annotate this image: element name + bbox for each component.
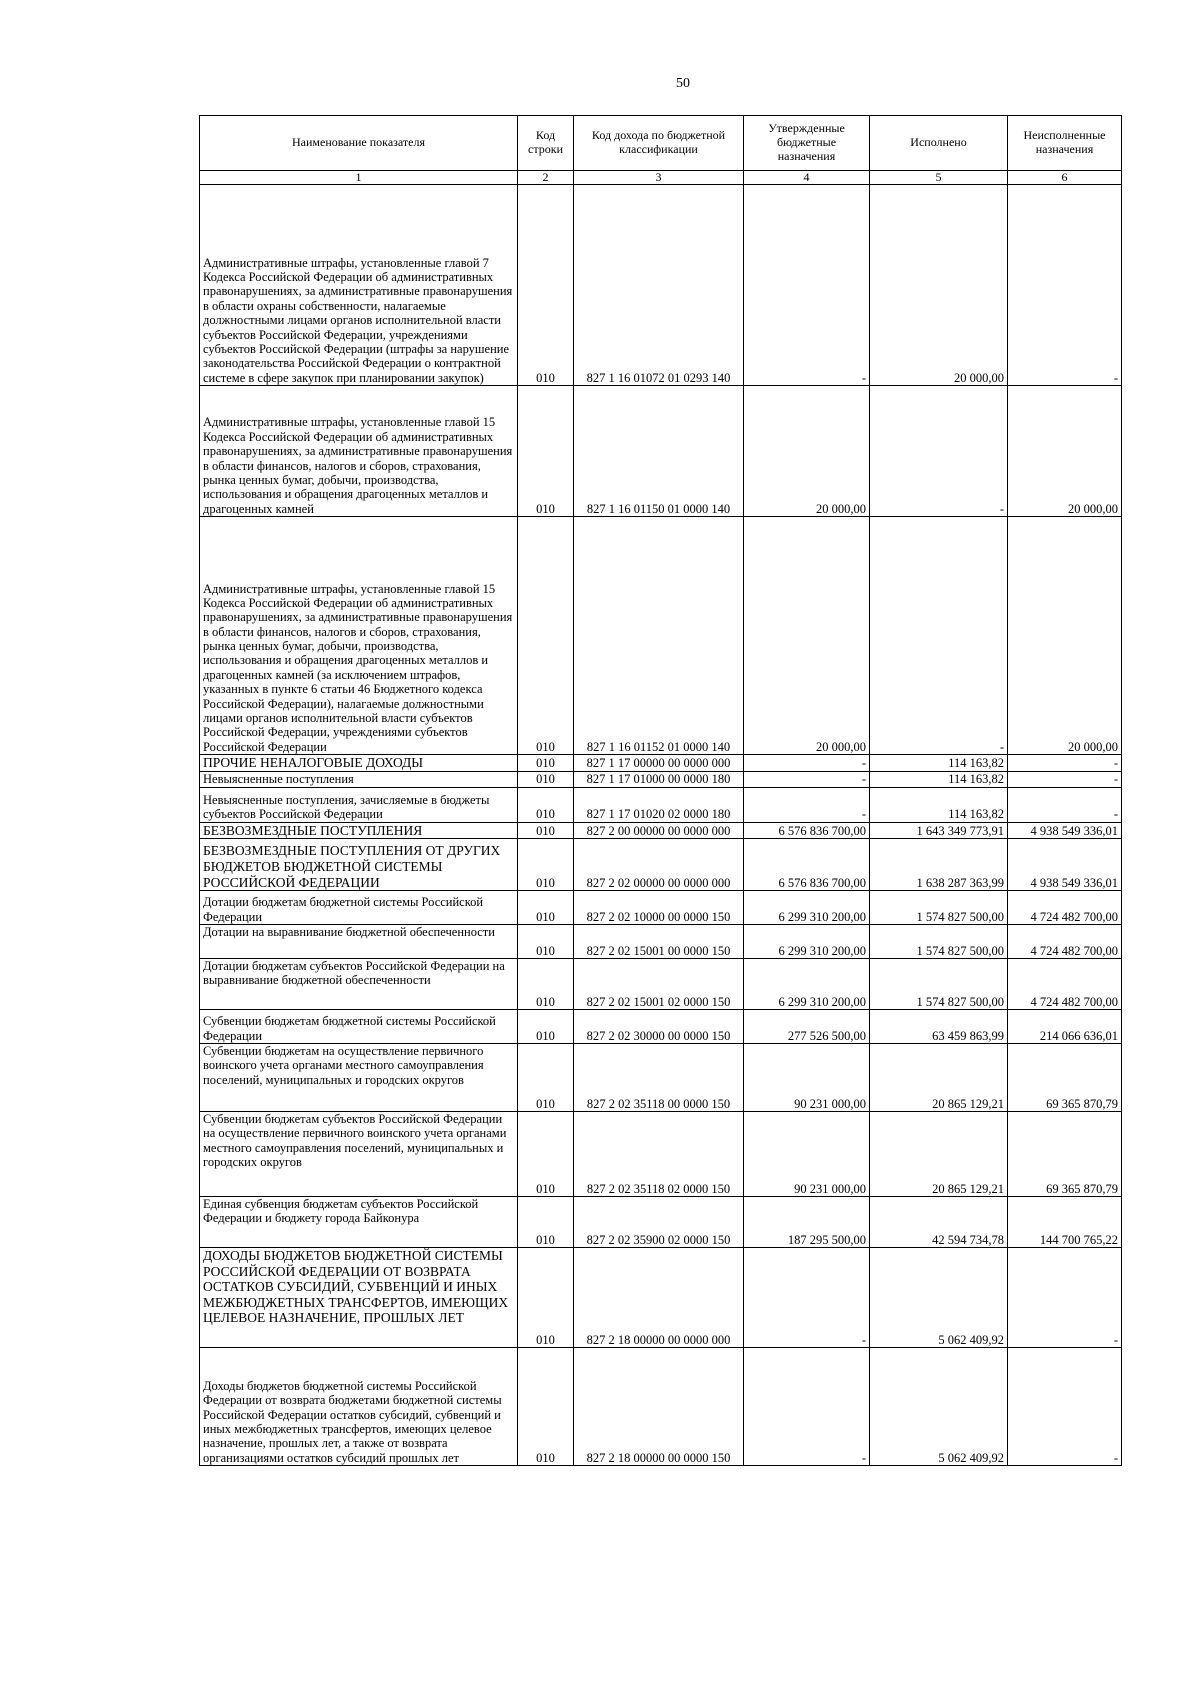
row-executed: 114 163,82: [870, 771, 1008, 787]
column-number: 6: [1008, 171, 1122, 185]
column-number: 2: [518, 171, 574, 185]
row-unexecuted: 20 000,00: [1008, 517, 1122, 755]
row-income-code: 827 2 02 15001 02 0000 150: [574, 959, 744, 1010]
row-executed: 114 163,82: [870, 755, 1008, 772]
row-executed: 20 865 129,21: [870, 1112, 1008, 1197]
row-line-code: 010: [518, 959, 574, 1010]
row-line-code: 010: [518, 839, 574, 891]
row-unexecuted: 4 724 482 700,00: [1008, 925, 1122, 959]
row-income-code: 827 2 18 00000 00 0000 000: [574, 1248, 744, 1348]
table-row: [200, 1112, 1122, 1197]
row-executed: 20 000,00: [870, 185, 1008, 386]
row-approved: 6 299 310 200,00: [744, 925, 870, 959]
table-row: [200, 1248, 1122, 1348]
row-approved: -: [744, 755, 870, 772]
row-approved: 187 295 500,00: [744, 1197, 870, 1248]
column-number: 1: [200, 171, 518, 185]
row-unexecuted: 4 938 549 336,01: [1008, 822, 1122, 839]
row-line-code: 010: [518, 822, 574, 839]
row-unexecuted: 69 365 870,79: [1008, 1112, 1122, 1197]
row-unexecuted: 69 365 870,79: [1008, 1044, 1122, 1112]
table-row: [200, 1044, 1122, 1112]
row-approved: -: [744, 787, 870, 822]
row-name: Субвенции бюджетам бюджетной системы Российской Федерации: [200, 1010, 518, 1044]
row-income-code: 827 2 18 00000 00 0000 150: [574, 1348, 744, 1466]
row-line-code: 010: [518, 771, 574, 787]
row-executed: 1 574 827 500,00: [870, 891, 1008, 925]
row-name: Единая субвенция бюджетам субъектов Российской Федерации и бюджету города Байконура: [200, 1197, 518, 1248]
row-name: Невыясненные поступления: [200, 771, 518, 787]
row-income-code: 827 2 02 35118 00 0000 150: [574, 1044, 744, 1112]
row-approved: -: [744, 1248, 870, 1348]
row-name: БЕЗВОЗМЕЗДНЫЕ ПОСТУПЛЕНИЯ ОТ ДРУГИХ БЮДЖЕТОВ БЮДЖЕТНОЙ СИСТЕМЫ РОССИЙСКОЙ ФЕДЕРАЦИИ: [200, 839, 518, 891]
table-row: [200, 1348, 1122, 1466]
row-line-code: 010: [518, 1248, 574, 1348]
table-row: [200, 185, 1122, 386]
header-executed: Исполнено: [870, 116, 1008, 171]
row-approved: 90 231 000,00: [744, 1044, 870, 1112]
row-income-code: 827 2 02 35118 02 0000 150: [574, 1112, 744, 1197]
row-name: Административные штрафы, установленные главой 15 Кодекса Российской Федерации об административных правонарушениях, за административные правонарушения в области финансов, налогов и сборов, страхования, рынка ценных бумаг, добычи, производства, использования и обращения драгоценных металлов и драгоценных камней: [200, 386, 518, 517]
row-executed: 5 062 409,92: [870, 1348, 1008, 1466]
row-approved: 6 299 310 200,00: [744, 959, 870, 1010]
row-unexecuted: 4 724 482 700,00: [1008, 891, 1122, 925]
row-unexecuted: 20 000,00: [1008, 386, 1122, 517]
row-income-code: 827 2 02 00000 00 0000 000: [574, 839, 744, 891]
row-unexecuted: 144 700 765,22: [1008, 1197, 1122, 1248]
row-line-code: 010: [518, 755, 574, 772]
table-row: [200, 959, 1122, 1010]
row-name: Административные штрафы, установленные главой 15 Кодекса Российской Федерации об административных правонарушениях, за административные правонарушения в области финансов, налогов и сборов, страхования, рынка ценных бумаг, добычи, производства, использования и обращения драгоценных металлов и драгоценных камней (за исключением штрафов, указанных в пункте 6 статьи 46 Бюджетного кодекса Российской Федерации), налагаемые должностными лицами органов исполнительной власти субъектов Российской Федерации, учреждениями субъектов Российской Федерации: [200, 517, 518, 755]
row-unexecuted: -: [1008, 755, 1122, 772]
row-name: ПРОЧИЕ НЕНАЛОГОВЫЕ ДОХОДЫ: [200, 755, 518, 772]
row-line-code: 010: [518, 891, 574, 925]
row-name: БЕЗВОЗМЕЗДНЫЕ ПОСТУПЛЕНИЯ: [200, 822, 518, 839]
row-income-code: 827 1 17 01000 00 0000 180: [574, 771, 744, 787]
row-unexecuted: 4 724 482 700,00: [1008, 959, 1122, 1010]
row-approved: 20 000,00: [744, 517, 870, 755]
table-row: [200, 839, 1122, 891]
row-executed: 1 574 827 500,00: [870, 959, 1008, 1010]
row-name: Дотации на выравнивание бюджетной обеспеченности: [200, 925, 518, 959]
row-unexecuted: 214 066 636,01: [1008, 1010, 1122, 1044]
row-approved: 6 576 836 700,00: [744, 839, 870, 891]
row-income-code: 827 1 16 01150 01 0000 140: [574, 386, 744, 517]
table-row: [200, 1197, 1122, 1248]
row-name: Дотации бюджетам субъектов Российской Федерации на выравнивание бюджетной обеспеченности: [200, 959, 518, 1010]
row-executed: 20 865 129,21: [870, 1044, 1008, 1112]
row-line-code: 010: [518, 185, 574, 386]
row-approved: -: [744, 771, 870, 787]
row-executed: -: [870, 517, 1008, 755]
row-income-code: 827 2 02 30000 00 0000 150: [574, 1010, 744, 1044]
row-line-code: 010: [518, 1010, 574, 1044]
row-executed: 114 163,82: [870, 787, 1008, 822]
row-unexecuted: -: [1008, 1248, 1122, 1348]
row-approved: -: [744, 185, 870, 386]
row-approved: -: [744, 1348, 870, 1466]
row-unexecuted: -: [1008, 1348, 1122, 1466]
table-row: [200, 925, 1122, 959]
row-income-code: 827 1 16 01152 01 0000 140: [574, 517, 744, 755]
table-row: [200, 787, 1122, 822]
column-number: 3: [574, 171, 744, 185]
row-executed: 5 062 409,92: [870, 1248, 1008, 1348]
row-executed: 1 638 287 363,99: [870, 839, 1008, 891]
row-name: Административные штрафы, установленные главой 7 Кодекса Российской Федерации об административных правонарушениях, за административные правонарушения в области охраны собственности, налагаемые должностными лицами органов исполнительной власти субъектов Российской Федерации, учреждениями субъектов Российской Федерации (штрафы за нарушение законодательства Российской Федерации о контрактной системе в сфере закупок при планировании закупок): [200, 185, 518, 386]
row-approved: 6 299 310 200,00: [744, 891, 870, 925]
row-income-code: 827 2 00 00000 00 0000 000: [574, 822, 744, 839]
header-unexecuted: Неисполненные назначения: [1008, 116, 1122, 171]
row-name: Субвенции бюджетам субъектов Российской Федерации на осуществление первичного воинского учета органами местного самоуправления поселений, муниципальных и городских округов: [200, 1112, 518, 1197]
table-row: [200, 822, 1122, 839]
row-name: ДОХОДЫ БЮДЖЕТОВ БЮДЖЕТНОЙ СИСТЕМЫ РОССИЙСКОЙ ФЕДЕРАЦИИ ОТ ВОЗВРАТА ОСТАТКОВ СУБСИДИЙ, СУБВЕНЦИЙ И ИНЫХ МЕЖБЮДЖЕТНЫХ ТРАНСФЕРТОВ, ИМЕЮЩИХ ЦЕЛЕВОЕ НАЗНАЧЕНИЕ, ПРОШЛЫХ ЛЕТ: [200, 1248, 518, 1348]
table-row: [200, 386, 1122, 517]
row-line-code: 010: [518, 1197, 574, 1248]
row-line-code: 010: [518, 517, 574, 755]
row-executed: 42 594 734,78: [870, 1197, 1008, 1248]
table-row: [200, 771, 1122, 787]
header-approved: Утвержденные бюджетные назначения: [744, 116, 870, 171]
row-unexecuted: -: [1008, 771, 1122, 787]
row-line-code: 010: [518, 1044, 574, 1112]
column-number: 4: [744, 171, 870, 185]
row-approved: 277 526 500,00: [744, 1010, 870, 1044]
header-indicator-name: Наименование показателя: [200, 116, 518, 171]
row-income-code: 827 2 02 35900 02 0000 150: [574, 1197, 744, 1248]
row-income-code: 827 1 17 00000 00 0000 000: [574, 755, 744, 772]
row-approved: 6 576 836 700,00: [744, 822, 870, 839]
row-name: Дотации бюджетам бюджетной системы Российской Федерации: [200, 891, 518, 925]
table-row: [200, 1010, 1122, 1044]
row-executed: -: [870, 386, 1008, 517]
row-line-code: 010: [518, 386, 574, 517]
row-approved: 90 231 000,00: [744, 1112, 870, 1197]
row-unexecuted: -: [1008, 787, 1122, 822]
row-executed: 1 643 349 773,91: [870, 822, 1008, 839]
row-name: Доходы бюджетов бюджетной системы Российской Федерации от возврата бюджетами бюджетной системы Российской Федерации остатков субсидий, субвенций и иных межбюджетных трансфертов, имеющих целевое назначение, прошлых лет, а также от возврата организациями остатков субсидий прошлых лет: [200, 1348, 518, 1466]
row-line-code: 010: [518, 925, 574, 959]
header-row: [200, 116, 1122, 171]
column-number: 5: [870, 171, 1008, 185]
table-row: [200, 755, 1122, 772]
row-income-code: 827 2 02 10000 00 0000 150: [574, 891, 744, 925]
row-unexecuted: -: [1008, 185, 1122, 386]
row-line-code: 010: [518, 1348, 574, 1466]
table-row: [200, 891, 1122, 925]
budget-income-table: [199, 115, 1122, 1466]
table-row: [200, 517, 1122, 755]
row-income-code: 827 2 02 15001 00 0000 150: [574, 925, 744, 959]
row-line-code: 010: [518, 1112, 574, 1197]
row-name: Субвенции бюджетам на осуществление первичного воинского учета органами местного самоуправления поселений, муниципальных и городских округов: [200, 1044, 518, 1112]
header-line-code: Код строки: [518, 116, 574, 171]
row-executed: 1 574 827 500,00: [870, 925, 1008, 959]
row-unexecuted: 4 938 549 336,01: [1008, 839, 1122, 891]
row-income-code: 827 1 17 01020 02 0000 180: [574, 787, 744, 822]
header-income-code: Код дохода по бюджетной классификации: [574, 116, 744, 171]
row-approved: 20 000,00: [744, 386, 870, 517]
page-number: 50: [676, 76, 690, 91]
row-name: Невыясненные поступления, зачисляемые в бюджеты субъектов Российской Федерации: [200, 787, 518, 822]
row-line-code: 010: [518, 787, 574, 822]
row-income-code: 827 1 16 01072 01 0293 140: [574, 185, 744, 386]
row-executed: 63 459 863,99: [870, 1010, 1008, 1044]
column-number-row: [200, 171, 1122, 185]
